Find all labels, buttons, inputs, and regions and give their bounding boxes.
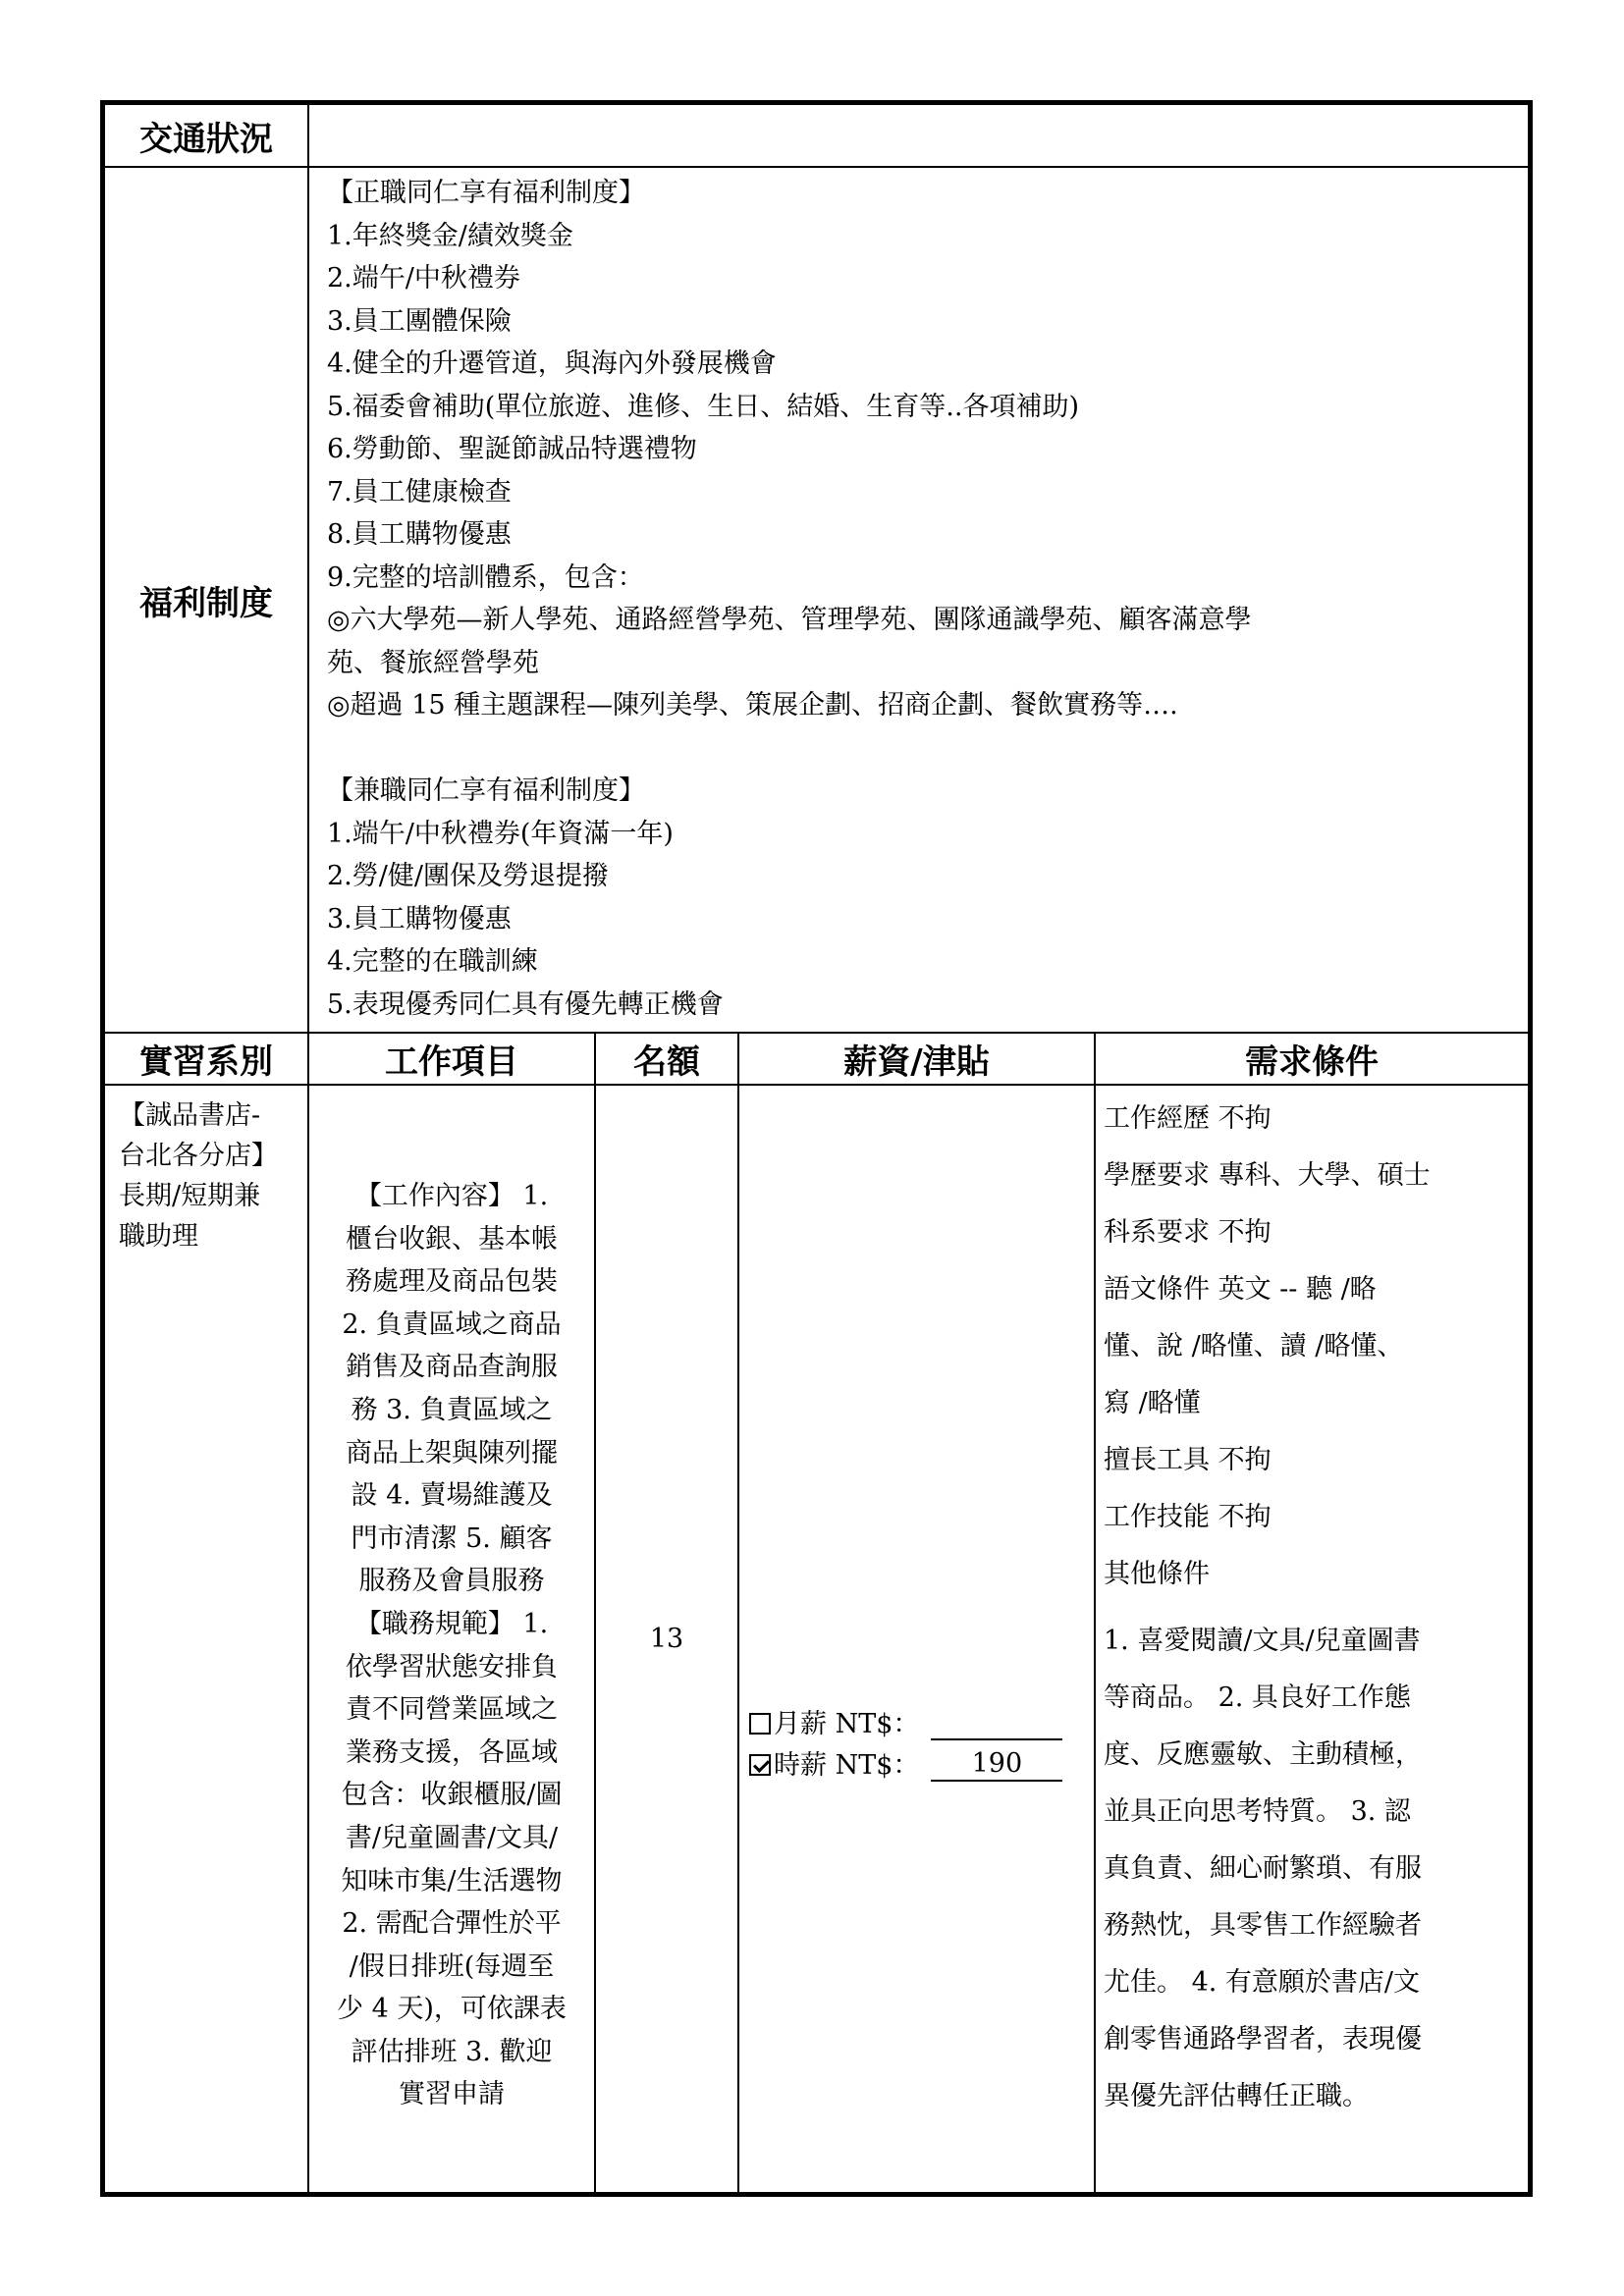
work-line: 少 4 天)，可依課表 xyxy=(337,1994,567,2025)
hourly-value: 190 xyxy=(931,1748,1062,1782)
benefit-item: 4.完整的在職訓練 xyxy=(327,946,538,977)
blank-line xyxy=(327,727,1528,771)
req-other-line: 1. 喜愛閱讀/文具/兒童圖書 xyxy=(1104,1626,1421,1656)
hourly-checkbox[interactable] xyxy=(749,1754,771,1776)
work-line: 包含：收銀櫃服/圖 xyxy=(341,1780,563,1811)
work-line: /假日排班(每週至 xyxy=(349,1950,555,1982)
work-line: 【職務規範】 1. xyxy=(354,1608,549,1639)
work-line: 依學習狀態安排負 xyxy=(346,1651,558,1682)
benefit-item: 5.福委會補助(單位旅遊、進修、生日、結婚、生育等..各項補助) xyxy=(327,391,1079,422)
monthly-label: 月薪 NT$： xyxy=(774,1709,920,1739)
req-other-line: 等商品。 2. 具良好工作態 xyxy=(1104,1682,1411,1713)
dept-line: 職助理 xyxy=(119,1221,198,1252)
req-line: 工作經歷 不拘 xyxy=(1104,1103,1272,1134)
benefit-item: 6.勞動節、聖誕節誠品特選禮物 xyxy=(327,434,697,464)
benefit-item: 3.員工購物優惠 xyxy=(327,903,512,934)
traffic-label: 交通狀況 xyxy=(139,119,273,159)
hourly-label: 時薪 NT$： xyxy=(774,1750,920,1781)
work-line: 2. 負責區域之商品 xyxy=(342,1308,562,1340)
benefit-item: 3.員工團體保險 xyxy=(327,305,512,337)
req-other-line: 度、反應靈敏、主動積極， xyxy=(1104,1739,1422,1770)
work-cell xyxy=(309,1175,594,2116)
req-line: 擅長工具 不拘 xyxy=(1104,1445,1272,1475)
dept-line: 台北各分店】 xyxy=(119,1141,278,1171)
dept-line: 長期/短期兼 xyxy=(119,1181,261,1211)
header-dept: 實習系別 xyxy=(139,1042,273,1082)
dept-cell xyxy=(105,1086,307,2192)
header-quota: 名額 xyxy=(633,1042,700,1082)
work-line: 書/兒童圖書/文具/ xyxy=(345,1822,559,1853)
req-line: 學歷要求 專科、大學、碩士 xyxy=(1104,1160,1431,1191)
benefit-item: ◎超過 15 種主題課程—陳列美學、策展企劃、招商企劃、餐飲實務等…. xyxy=(327,690,1178,721)
req-other-line: 創零售通路學習者，表現優 xyxy=(1104,2024,1422,2055)
quota-cell: 13 xyxy=(649,1624,684,1654)
fulltime-benefits-title: 【正職同仁享有福利制度】 xyxy=(327,178,645,208)
benefits-content xyxy=(309,168,1528,1032)
header-salary: 薪資/津貼 xyxy=(843,1042,990,1082)
req-line: 懂、說 /略懂、讀 /略懂、 xyxy=(1104,1331,1404,1362)
req-line: 工作技能 不拘 xyxy=(1104,1502,1272,1532)
work-line: 服務及會員服務 xyxy=(358,1566,545,1597)
req-other-conditions xyxy=(1104,1613,1528,2125)
benefit-item: ◎六大學苑—新人學苑、通路經營學苑、管理學苑、團隊通識學苑、顧客滿意學 xyxy=(327,605,1252,635)
req-other-line: 尤佳。 4. 有意願於書店/文 xyxy=(1104,1967,1421,1998)
benefit-item: 4.健全的升遷管道，與海內外發展機會 xyxy=(327,348,777,379)
work-line: 責不同營業區域之 xyxy=(346,1694,558,1726)
benefit-item: 苑、餐旅經營學苑 xyxy=(327,647,539,678)
benefit-item: 5.表現優秀同仁具有優先轉正機會 xyxy=(327,988,724,1020)
traffic-value xyxy=(309,105,1528,166)
req-line: 語文條件 英文 -- 聽 /略 xyxy=(1104,1274,1377,1305)
salary-cell xyxy=(739,1086,1094,2192)
req-line: 科系要求 不拘 xyxy=(1104,1217,1272,1248)
monthly-value xyxy=(931,1707,1062,1740)
header-work: 工作項目 xyxy=(385,1042,518,1082)
document-table xyxy=(100,100,1533,2197)
benefit-item: 9.完整的培訓體系，包含： xyxy=(327,561,644,593)
work-line: 務 3. 負責區域之 xyxy=(351,1394,553,1425)
work-line: 務處理及商品包裝 xyxy=(346,1266,558,1298)
work-line: 設 4. 賣場維護及 xyxy=(351,1480,553,1512)
dept-line: 【誠品書店- xyxy=(119,1100,261,1131)
req-line: 其他條件 xyxy=(1104,1559,1210,1589)
req-other-line: 務熱忱，具零售工作經驗者 xyxy=(1104,1910,1422,1941)
req-line: 寫 /略懂 xyxy=(1104,1388,1201,1418)
work-line: 業務支援，各區域 xyxy=(346,1736,558,1768)
req-other-line: 異優先評估轉任正職。 xyxy=(1104,2081,1369,2111)
benefit-item: 7.員工健康檢查 xyxy=(327,476,512,507)
req-other-line: 並具正向思考特質。 3. 認 xyxy=(1104,1796,1411,1827)
header-requirements: 需求條件 xyxy=(1245,1042,1379,1082)
work-line: 知味市集/生活選物 xyxy=(341,1865,563,1896)
req-other-line: 真負責、細心耐繁瑣、有服 xyxy=(1104,1853,1422,1884)
work-line: 門市清潔 5. 顧客 xyxy=(351,1522,553,1554)
benefit-item: 2.端午/中秋禮券 xyxy=(327,263,520,294)
work-line: 商品上架與陳列擺 xyxy=(346,1437,558,1468)
requirements-cell xyxy=(1096,1091,1528,2125)
work-line: 櫃台收銀、基本帳 xyxy=(346,1223,558,1255)
hourly-salary-row xyxy=(749,1743,1062,1782)
work-line: 銷售及商品查詢服 xyxy=(346,1352,558,1383)
work-line: 2. 需配合彈性於平 xyxy=(342,1908,562,1940)
benefits-label: 福利制度 xyxy=(139,583,273,623)
work-line: 實習申請 xyxy=(399,2079,505,2110)
benefit-item: 1.端午/中秋禮券(年資滿一年) xyxy=(327,818,674,849)
monthly-salary-row xyxy=(749,1702,1062,1740)
monthly-checkbox[interactable] xyxy=(749,1713,771,1735)
benefit-item: 1.年終獎金/績效獎金 xyxy=(327,220,573,251)
benefit-item: 8.員工購物優惠 xyxy=(327,519,512,550)
benefit-item: 2.勞/健/團保及勞退提撥 xyxy=(327,861,609,891)
work-line: 【工作內容】 1. xyxy=(354,1181,549,1211)
parttime-benefits-title: 【兼職同仁享有福利制度】 xyxy=(327,775,645,806)
work-line: 評估排班 3. 歡迎 xyxy=(351,2036,553,2067)
